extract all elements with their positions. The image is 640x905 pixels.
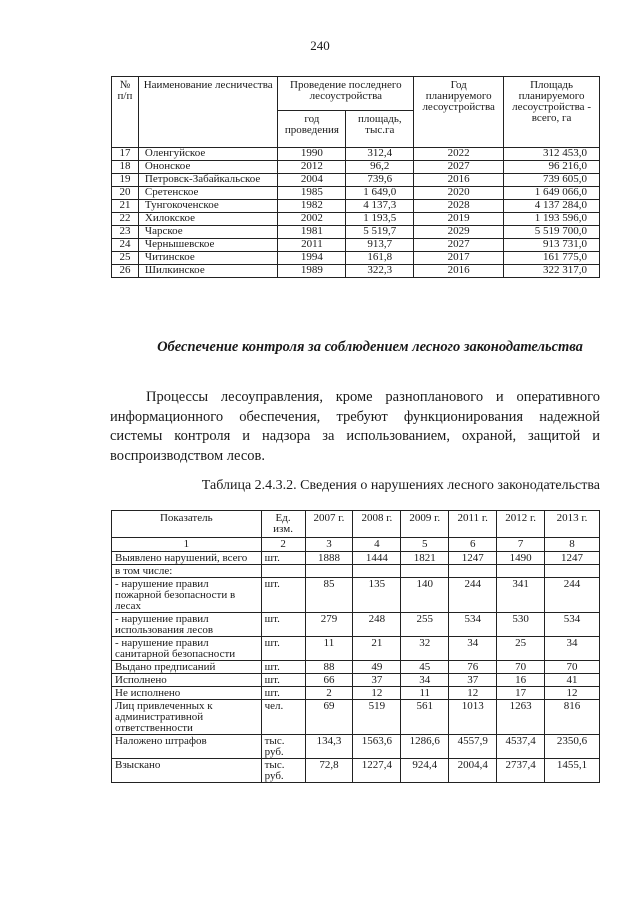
value-cell: 21 [353, 637, 401, 661]
violations-row [112, 735, 600, 759]
value-cell [353, 565, 401, 578]
forestry-body [112, 148, 600, 278]
value-cell: 11 [401, 687, 449, 700]
violations-body [112, 552, 600, 783]
forestry-row [112, 252, 600, 265]
planned-area: 4 137 284,0 [504, 200, 600, 213]
survey-area: 161,8 [346, 252, 414, 265]
planned-year: 2019 [414, 213, 504, 226]
row-number: 23 [112, 226, 139, 239]
violations-table [111, 510, 600, 783]
survey-year: 1989 [278, 265, 346, 278]
value-cell: 530 [497, 613, 545, 637]
value-cell: 1247 [545, 552, 600, 565]
row-number: 19 [112, 174, 139, 187]
value-cell: 66 [305, 674, 353, 687]
planned-year: 2022 [414, 148, 504, 161]
survey-year: 1981 [278, 226, 346, 239]
value-cell: 534 [545, 613, 600, 637]
column-number-cell: 5 [401, 538, 449, 552]
survey-area: 913,7 [346, 239, 414, 252]
survey-area: 5 519,7 [346, 226, 414, 239]
value-cell: 255 [401, 613, 449, 637]
forestry-row [112, 148, 600, 161]
unit-cell: шт. [261, 687, 305, 700]
header-year-done: год проведения [278, 111, 346, 148]
value-cell: 72,8 [305, 759, 353, 783]
violations-header-cell: 2013 г. [545, 511, 600, 538]
value-cell: 1286,6 [401, 735, 449, 759]
survey-area: 1 649,0 [346, 187, 414, 200]
survey-year: 1982 [278, 200, 346, 213]
planned-year: 2029 [414, 226, 504, 239]
indicator-label: Лиц привлеченных к административной ответственности [112, 700, 262, 735]
violations-header-cell: 2012 г. [497, 511, 545, 538]
header-planned-area: Площадь планируемого лесоустройства - всего, га [504, 77, 600, 148]
value-cell: 2 [305, 687, 353, 700]
survey-year: 2011 [278, 239, 346, 252]
forestry-table [111, 76, 600, 278]
value-cell: 248 [353, 613, 401, 637]
forestry-name: Ононское [138, 161, 278, 174]
violations-header-cell: 2007 г. [305, 511, 353, 538]
value-cell: 1444 [353, 552, 401, 565]
indicator-label: - нарушение правил пожарной безопасности в лесах [112, 578, 262, 613]
violations-column-numbers [112, 538, 600, 552]
value-cell: 16 [497, 674, 545, 687]
row-number: 26 [112, 265, 139, 278]
survey-area: 1 193,5 [346, 213, 414, 226]
survey-year: 1985 [278, 187, 346, 200]
value-cell: 1263 [497, 700, 545, 735]
unit-cell: шт. [261, 552, 305, 565]
value-cell: 2737,4 [497, 759, 545, 783]
value-cell: 32 [401, 637, 449, 661]
value-cell: 134,3 [305, 735, 353, 759]
indicator-label: Исполнено [112, 674, 262, 687]
forestry-name: Тунгокоченское [138, 200, 278, 213]
violations-header-cell: 2011 г. [449, 511, 497, 538]
column-number-cell: 6 [449, 538, 497, 552]
forestry-row [112, 239, 600, 252]
value-cell: 37 [449, 674, 497, 687]
violations-header-cell: Ед. изм. [261, 511, 305, 538]
value-cell: 1888 [305, 552, 353, 565]
value-cell: 1490 [497, 552, 545, 565]
value-cell: 519 [353, 700, 401, 735]
planned-year: 2016 [414, 265, 504, 278]
value-cell: 1563,6 [353, 735, 401, 759]
value-cell: 70 [497, 661, 545, 674]
value-cell: 88 [305, 661, 353, 674]
survey-area: 312,4 [346, 148, 414, 161]
planned-year: 2016 [414, 174, 504, 187]
value-cell: 34 [401, 674, 449, 687]
header-planned-year: Год планируемого лесоустройства [414, 77, 504, 148]
row-number: 22 [112, 213, 139, 226]
survey-year: 2004 [278, 174, 346, 187]
value-cell: 561 [401, 700, 449, 735]
row-number: 21 [112, 200, 139, 213]
row-number: 25 [112, 252, 139, 265]
value-cell: 244 [449, 578, 497, 613]
column-number-cell: 1 [112, 538, 262, 552]
unit-cell: шт. [261, 661, 305, 674]
value-cell: 70 [545, 661, 600, 674]
forestry-row [112, 174, 600, 187]
violations-row [112, 759, 600, 783]
violations-row [112, 552, 600, 565]
unit-cell: шт. [261, 637, 305, 661]
row-number: 24 [112, 239, 139, 252]
forestry-row [112, 265, 600, 278]
survey-year: 1994 [278, 252, 346, 265]
value-cell: 924,4 [401, 759, 449, 783]
column-number-cell: 3 [305, 538, 353, 552]
planned-year: 2017 [414, 252, 504, 265]
violations-row [112, 687, 600, 700]
value-cell: 140 [401, 578, 449, 613]
planned-year: 2027 [414, 161, 504, 174]
forestry-name: Чарское [138, 226, 278, 239]
value-cell: 12 [545, 687, 600, 700]
value-cell: 25 [497, 637, 545, 661]
indicator-label: - нарушение правил использования лесов [112, 613, 262, 637]
value-cell: 341 [497, 578, 545, 613]
planned-area: 739 605,0 [504, 174, 600, 187]
violations-row [112, 565, 600, 578]
survey-area: 96,2 [346, 161, 414, 174]
planned-area: 1 649 066,0 [504, 187, 600, 200]
forestry-row [112, 226, 600, 239]
value-cell: 244 [545, 578, 600, 613]
unit-cell: тыс. руб. [261, 759, 305, 783]
value-cell: 1821 [401, 552, 449, 565]
planned-area: 322 317,0 [504, 265, 600, 278]
indicator-label: - нарушение правил санитарной безопасности [112, 637, 262, 661]
violations-row [112, 674, 600, 687]
forestry-row [112, 161, 600, 174]
value-cell: 49 [353, 661, 401, 674]
value-cell: 12 [449, 687, 497, 700]
value-cell [449, 565, 497, 578]
value-cell [305, 565, 353, 578]
value-cell: 45 [401, 661, 449, 674]
forestry-row [112, 200, 600, 213]
column-number-cell: 2 [261, 538, 305, 552]
value-cell: 17 [497, 687, 545, 700]
survey-year: 1990 [278, 148, 346, 161]
value-cell: 76 [449, 661, 497, 674]
violations-header-cell: 2008 г. [353, 511, 401, 538]
value-cell: 135 [353, 578, 401, 613]
row-number: 18 [112, 161, 139, 174]
indicator-label: в том числе: [112, 565, 262, 578]
planned-area: 161 775,0 [504, 252, 600, 265]
forestry-name: Шилкинское [138, 265, 278, 278]
survey-year: 2002 [278, 213, 346, 226]
violations-row [112, 661, 600, 674]
table-caption: Таблица 2.4.3.2. Сведения о нарушениях лесного законодательства [201, 478, 600, 493]
value-cell: 34 [545, 637, 600, 661]
value-cell: 4537,4 [497, 735, 545, 759]
value-cell [497, 565, 545, 578]
unit-cell: чел. [261, 700, 305, 735]
survey-area: 4 137,3 [346, 200, 414, 213]
indicator-label: Не исполнено [112, 687, 262, 700]
value-cell: 1013 [449, 700, 497, 735]
violations-row [112, 578, 600, 613]
forestry-row [112, 187, 600, 200]
row-number: 17 [112, 148, 139, 161]
value-cell: 69 [305, 700, 353, 735]
forestry-name: Оленгуйское [138, 148, 278, 161]
forestry-name: Сретенское [138, 187, 278, 200]
violations-row [112, 700, 600, 735]
indicator-label: Наложено штрафов [112, 735, 262, 759]
value-cell: 2004,4 [449, 759, 497, 783]
value-cell: 12 [353, 687, 401, 700]
planned-year: 2028 [414, 200, 504, 213]
value-cell: 816 [545, 700, 600, 735]
value-cell: 1247 [449, 552, 497, 565]
value-cell: 37 [353, 674, 401, 687]
page-number: 240 [310, 38, 330, 53]
body-paragraph: Процессы лесоуправления, кроме разнопланового и оперативного информационного обеспечения, требуют функционирования надежной системы контроля и надзора за использованием, охраной, защитой и воспроизводством лесов. [110, 389, 600, 464]
survey-area: 739,6 [346, 174, 414, 187]
violations-header-cell: 2009 г. [401, 511, 449, 538]
planned-area: 913 731,0 [504, 239, 600, 252]
forestry-name: Читинское [138, 252, 278, 265]
planned-year: 2027 [414, 239, 504, 252]
header-name: Наименование лесничества [138, 77, 278, 148]
forestry-name: Чернышевское [138, 239, 278, 252]
header-area-done: площадь, тыс.га [346, 111, 414, 148]
value-cell: 1227,4 [353, 759, 401, 783]
value-cell: 34 [449, 637, 497, 661]
value-cell: 2350,6 [545, 735, 600, 759]
forestry-name: Хилокское [138, 213, 278, 226]
violations-row [112, 613, 600, 637]
indicator-label: Взыскано [112, 759, 262, 783]
column-number-cell: 4 [353, 538, 401, 552]
planned-area: 1 193 596,0 [504, 213, 600, 226]
row-number: 20 [112, 187, 139, 200]
value-cell: 534 [449, 613, 497, 637]
unit-cell: шт. [261, 613, 305, 637]
header-last-survey: Проведение последнего лесоустройства [278, 77, 414, 111]
forestry-name: Петровск-Забайкальское [138, 174, 278, 187]
planned-area: 96 216,0 [504, 161, 600, 174]
value-cell [545, 565, 600, 578]
value-cell: 279 [305, 613, 353, 637]
indicator-label: Выдано предписаний [112, 661, 262, 674]
violations-header-cell: Показатель [112, 511, 262, 538]
unit-cell [261, 565, 305, 578]
value-cell [401, 565, 449, 578]
value-cell: 4557,9 [449, 735, 497, 759]
planned-area: 312 453,0 [504, 148, 600, 161]
indicator-label: Выявлено нарушений, всего [112, 552, 262, 565]
value-cell: 85 [305, 578, 353, 613]
unit-cell: шт. [261, 674, 305, 687]
survey-area: 322,3 [346, 265, 414, 278]
survey-year: 2012 [278, 161, 346, 174]
value-cell: 1455,1 [545, 759, 600, 783]
violations-header-row [112, 511, 600, 538]
value-cell: 11 [305, 637, 353, 661]
value-cell: 41 [545, 674, 600, 687]
column-number-cell: 7 [497, 538, 545, 552]
violations-row [112, 637, 600, 661]
header-num: № п/п [112, 77, 139, 148]
unit-cell: шт. [261, 578, 305, 613]
planned-year: 2020 [414, 187, 504, 200]
section-heading: Обеспечение контроля за соблюдением лесного законодательства [157, 339, 583, 355]
forestry-row [112, 213, 600, 226]
column-number-cell: 8 [545, 538, 600, 552]
unit-cell: тыс. руб. [261, 735, 305, 759]
planned-area: 5 519 700,0 [504, 226, 600, 239]
